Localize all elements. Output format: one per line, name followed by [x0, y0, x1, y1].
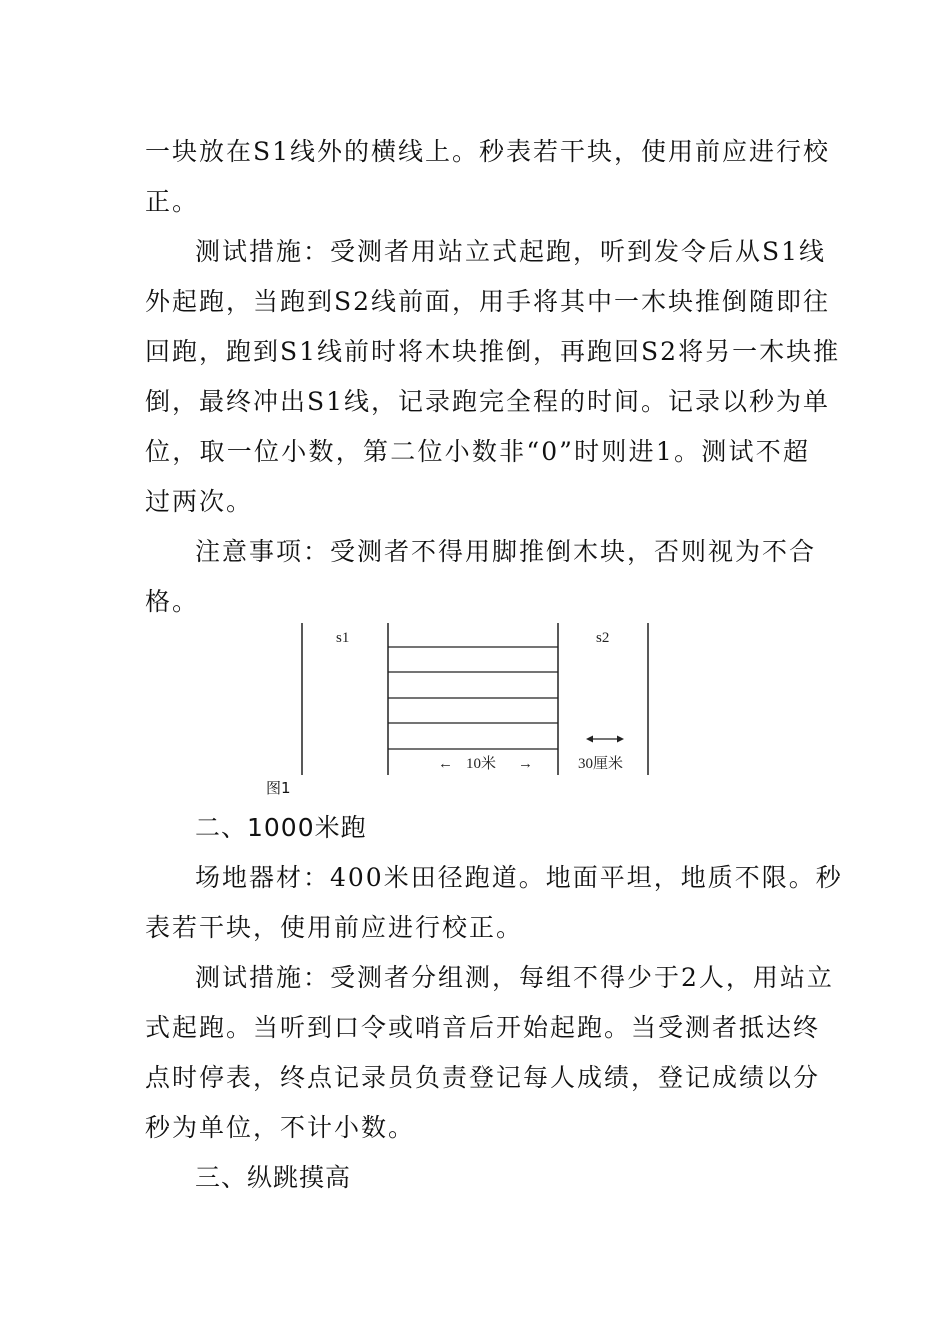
paragraph-line: 正。 — [145, 187, 200, 216]
paragraph-line: 式起跑。当听到口令或哨音后开始起跑。当受测者抵达终 — [145, 1013, 821, 1042]
double-arrow-icon — [586, 736, 624, 743]
paragraph-line: 一块放在S1线外的横线上。秒表若干块，使用前应进行校 — [145, 137, 831, 166]
paragraph-line: 秒为单位，不计小数。 — [145, 1113, 416, 1142]
paragraph-line: 倒，最终冲出S1线，记录跑完全程的时间。记录以秒为单 — [145, 387, 831, 416]
paragraph-line: 测试措施：受测者用站立式起跑，听到发令后从S1线 — [195, 237, 827, 266]
left-arrow-icon: ← — [438, 756, 453, 772]
paragraph-line: 过两次。 — [145, 487, 254, 516]
paragraph-line: 表若干块，使用前应进行校正。 — [145, 913, 524, 942]
paragraph-line: 回跑，跑到S1线前时将木块推倒，再跑回S2将另一木块推 — [145, 337, 841, 366]
paragraph-line: 格。 — [145, 587, 200, 616]
s2-label: s2 — [596, 630, 610, 646]
s1-label: s1 — [336, 630, 350, 646]
small-distance-label: 30厘米 — [578, 756, 624, 772]
paragraph-line: 注意事项：受测者不得用脚推倒木块，否则视为不合 — [195, 537, 817, 566]
distance-label: 10米 — [466, 756, 497, 772]
shuttle-run-diagram — [240, 615, 680, 805]
paragraph-line: 点时停表，终点记录员负责登记每人成绩，登记成绩以分 — [145, 1063, 821, 1092]
paragraph-line: 位，取一位小数，第二位小数非“0”时则进1。测试不超 — [145, 437, 810, 466]
paragraph-line: 外起跑，当跑到S2线前面，用手将其中一木块推倒随即往 — [145, 287, 831, 316]
figure-1 — [240, 615, 680, 805]
right-arrow-icon: → — [518, 756, 533, 772]
section-heading: 三、纵跳摸高 — [195, 1163, 352, 1192]
figure-caption: 图1 — [266, 779, 291, 797]
section-heading: 二、1000米跑 — [195, 813, 367, 842]
paragraph-line: 测试措施：受测者分组测，每组不得少于2人，用站立 — [195, 963, 834, 992]
paragraph-line: 场地器材：400米田径跑道。地面平坦，地质不限。秒 — [195, 863, 843, 892]
